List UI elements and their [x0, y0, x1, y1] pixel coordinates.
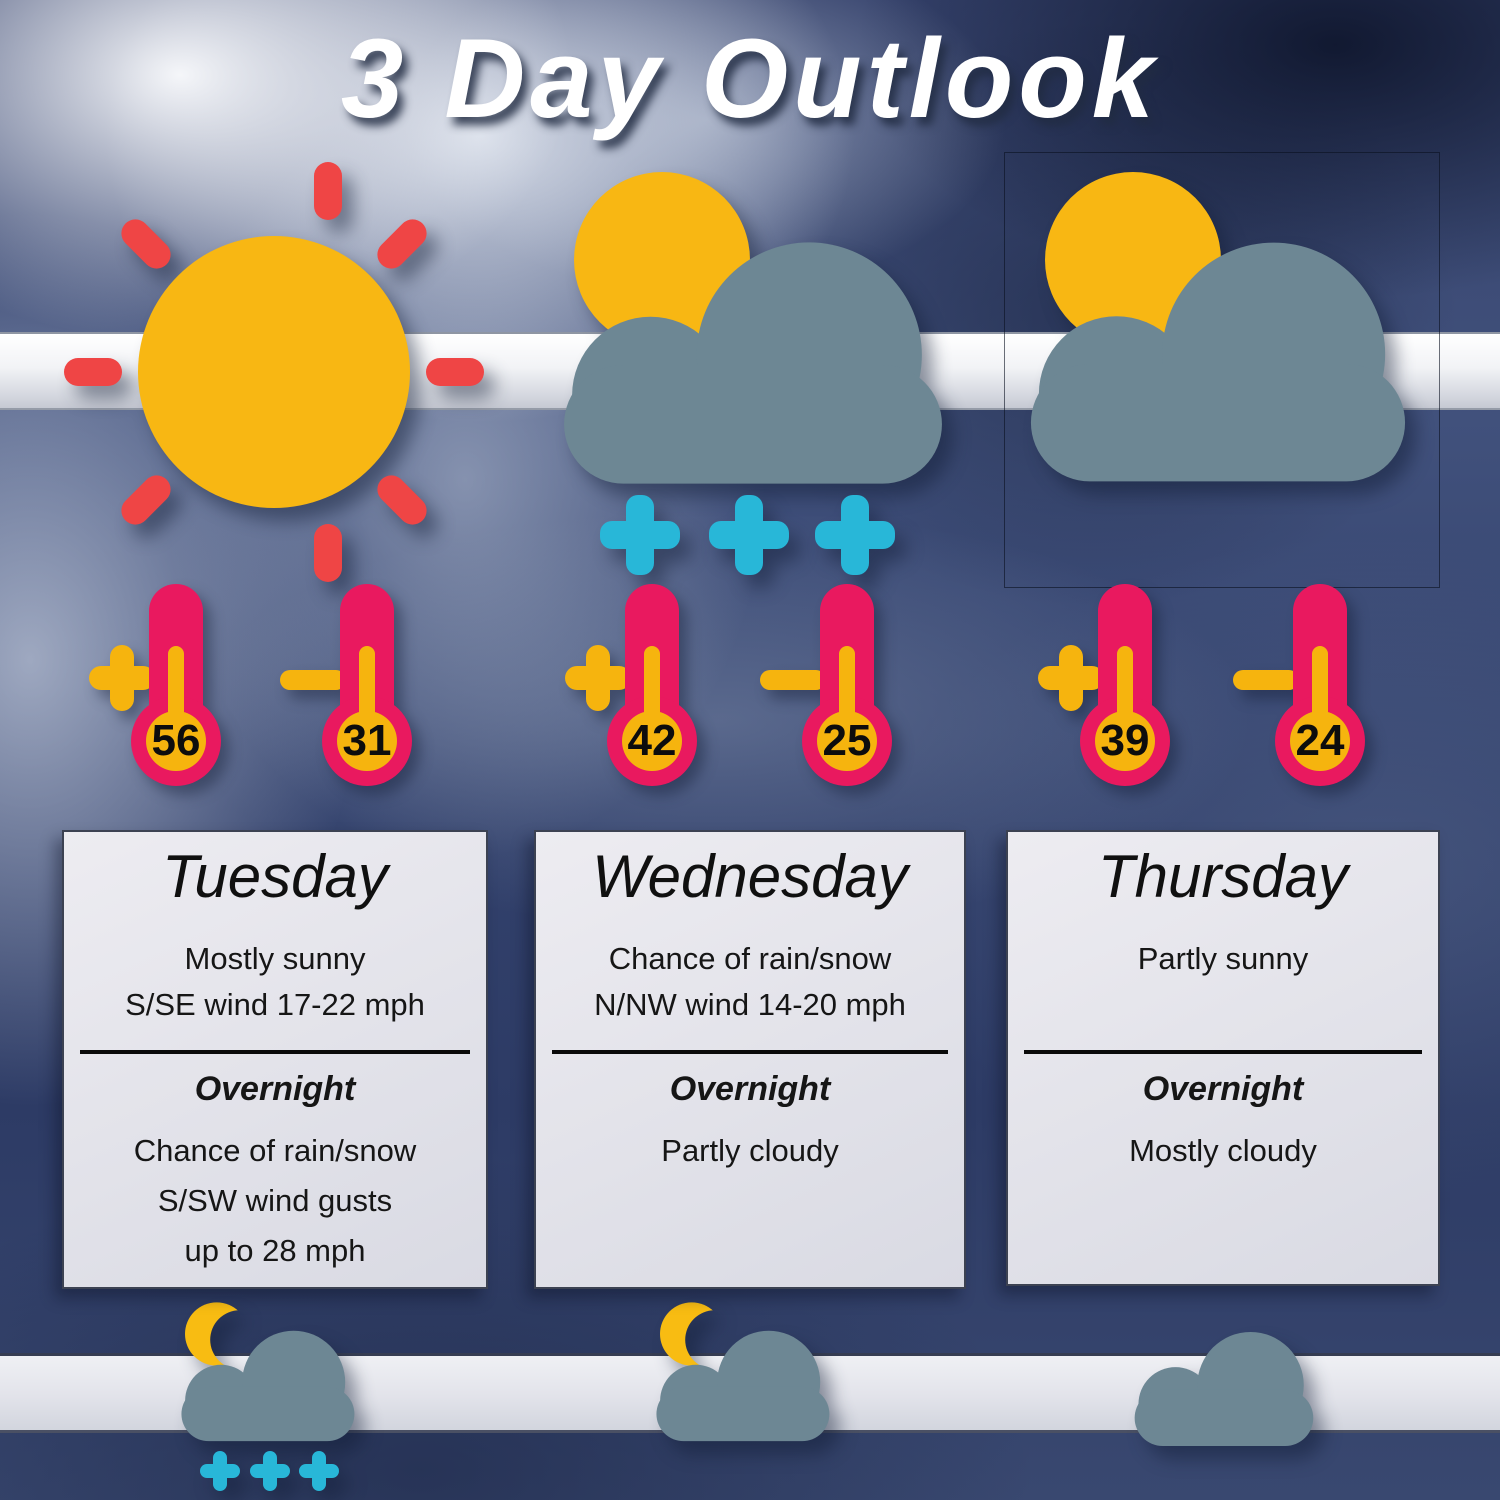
- forecast-line: S/SW wind gusts: [157, 1183, 393, 1218]
- day-card-wednesday: [534, 830, 966, 1289]
- high-temp-value: 39: [1095, 711, 1155, 771]
- forecast-line: N/NW wind 14-20 mph: [594, 987, 906, 1022]
- low-temp-value: 24: [1290, 711, 1350, 771]
- cloud-icon: [175, 1328, 359, 1443]
- day-card-thursday: [1006, 830, 1440, 1286]
- overnight-forecast: [64, 1126, 486, 1276]
- plus-icon: [89, 645, 155, 711]
- divider: [80, 1050, 470, 1054]
- thermometer-low: [792, 584, 902, 786]
- forecast-line: Chance of rain/snow: [133, 1133, 417, 1168]
- cloud-icon: [1128, 1325, 1323, 1455]
- plus-icon: [1038, 645, 1104, 711]
- high-temp-value: 42: [622, 711, 682, 771]
- divider: [1024, 1050, 1422, 1054]
- snow-plus-icon: [250, 1451, 290, 1491]
- sun-ray-icon: [426, 358, 484, 386]
- overnight-forecast: [1008, 1126, 1438, 1176]
- sun-ray-icon: [314, 162, 342, 220]
- sun-behind-cloud-icon: [550, 170, 960, 490]
- overnight-forecast: [536, 1126, 964, 1176]
- overnight-heading: Overnight: [194, 1070, 356, 1108]
- page-title: 3 Day Outlook: [340, 16, 1160, 141]
- forecast-line: Mostly cloudy: [1129, 1133, 1317, 1168]
- plus-icon: [565, 645, 631, 711]
- minus-icon: [280, 670, 346, 690]
- low-temp-value: 25: [817, 711, 877, 771]
- day-forecast: [64, 936, 486, 1028]
- sun-ray-icon: [372, 214, 433, 275]
- forecast-line: S/SE wind 17-22 mph: [125, 987, 425, 1022]
- day-card-tuesday: [62, 830, 488, 1289]
- thermometer-low: [1265, 584, 1375, 786]
- cloud-icon: [550, 236, 952, 488]
- thermometer-high: [1070, 584, 1180, 786]
- sun-icon: [138, 236, 410, 508]
- day-name: Tuesday: [162, 843, 388, 910]
- moon-cloud-icon: [650, 1290, 845, 1460]
- snow-plus-icon: [709, 495, 789, 575]
- cloud-icon: [1128, 1329, 1318, 1448]
- overnight-heading: Overnight: [1142, 1070, 1304, 1108]
- minus-icon: [1233, 670, 1299, 690]
- sun-ray-icon: [64, 358, 122, 386]
- thermometer-high: [597, 584, 707, 786]
- sun-ray-icon: [314, 524, 342, 582]
- forecast-line: Mostly sunny: [184, 941, 366, 976]
- forecast-line: up to 28 mph: [184, 1233, 366, 1268]
- forecast-line: Chance of rain/snow: [608, 941, 892, 976]
- moon-cloud-snow-icon: [175, 1290, 370, 1500]
- cloud-icon: [1017, 236, 1415, 486]
- sun-ray-icon: [116, 470, 177, 531]
- overnight-heading: Overnight: [669, 1070, 831, 1108]
- high-temp-value: 56: [146, 711, 206, 771]
- minus-icon: [760, 670, 826, 690]
- low-temp-value: 31: [337, 711, 397, 771]
- snow-plus-icon: [200, 1451, 240, 1491]
- thermometer-high: [121, 584, 231, 786]
- forecast-line: Partly cloudy: [661, 1133, 839, 1168]
- forecast-line: Partly sunny: [1137, 941, 1309, 976]
- day-forecast: [1008, 936, 1438, 982]
- sunny-icon: [54, 160, 494, 600]
- divider: [552, 1050, 948, 1054]
- day-forecast: [536, 936, 964, 1028]
- day-name: Thursday: [1097, 843, 1349, 910]
- sun-ray-icon: [116, 214, 177, 275]
- cloud-icon: [650, 1328, 834, 1443]
- snow-plus-icon: [815, 495, 895, 575]
- snow-plus-icon: [600, 495, 680, 575]
- thermometer-low: [312, 584, 422, 786]
- day-name: Wednesday: [592, 843, 908, 910]
- snow-plus-icon: [299, 1451, 339, 1491]
- sun-ray-icon: [372, 470, 433, 531]
- sun-behind-cloud-icon: [1017, 170, 1427, 490]
